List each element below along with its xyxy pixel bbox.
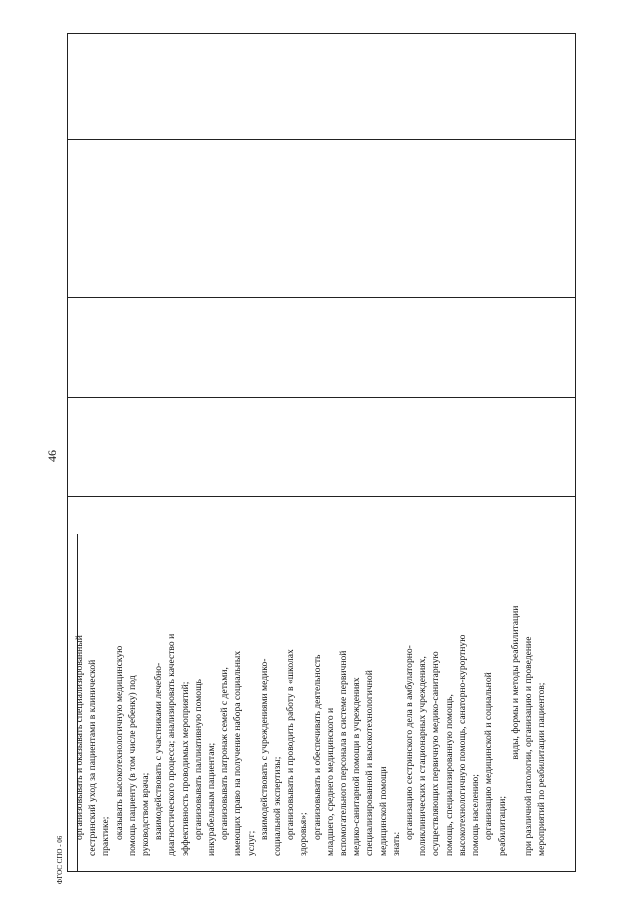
text-line: оказывать высокотехнологичную медицинскую bbox=[113, 645, 125, 840]
text-line: помощь пациенту (в том числе ребенку) под bbox=[126, 675, 138, 856]
text-line: практике; bbox=[100, 816, 112, 856]
text-line: здоровья»; bbox=[298, 812, 310, 856]
text-line: организацию медицинской и социальной bbox=[483, 672, 495, 840]
text-line: организовывать и обеспечивать деятельность bbox=[311, 654, 323, 840]
row-divider bbox=[68, 397, 575, 398]
text-line: услуг; bbox=[245, 830, 257, 856]
text-line: вспомогательного персонала в системе первичной bbox=[338, 650, 350, 856]
row-divider bbox=[68, 496, 575, 497]
text-line: виды, формы и методы реабилитации bbox=[509, 605, 521, 760]
text-line: диагностического процесса; анализировать качество и bbox=[166, 633, 178, 856]
text-line: организовывать паллиативную помощь bbox=[192, 679, 204, 840]
text-line: организовывать и оказывать специализированный bbox=[74, 635, 85, 840]
text-line: взаимодействовать с участниками лечебно- bbox=[153, 662, 165, 840]
row-divider bbox=[68, 297, 575, 298]
text-line: медицинской помощи bbox=[377, 766, 389, 856]
text-line: знать: bbox=[390, 831, 402, 856]
text-line: сестринский уход за пациентами в клинической bbox=[87, 659, 99, 856]
text-line: младшего, среднего медицинского и bbox=[324, 707, 336, 856]
content-lines bbox=[73, 509, 548, 856]
text-line: помощь, специализированную помощь, bbox=[443, 694, 455, 856]
text-line: взаимодействовать с учреждениями медико- bbox=[258, 658, 270, 840]
text-line: социальной экспертизы; bbox=[272, 756, 284, 856]
text-line: реабилитации; bbox=[496, 795, 508, 856]
text-line: организацию сестринского дела в амбулаторно- bbox=[404, 645, 416, 840]
text-line: руководством врача; bbox=[140, 772, 152, 856]
text-line: эффективность проводимых мероприятий; bbox=[179, 681, 191, 856]
form-code: ФГОС СПО - 06 bbox=[56, 835, 64, 885]
text-line: имеющих право на получение набора социальных bbox=[232, 650, 244, 856]
text-line: инкурабельным пациентам; bbox=[206, 742, 218, 856]
row-divider bbox=[68, 139, 575, 140]
competency-text-cell bbox=[72, 505, 578, 860]
text-line: специализированной и высокотехнологичной bbox=[364, 670, 376, 856]
text-line: организовывать и проводить работу в «школах bbox=[285, 649, 297, 840]
page-number: 46 bbox=[45, 450, 59, 462]
text-line: поликлинических и стационарных учреждениях, bbox=[417, 656, 429, 856]
text-line: высокотехнологичную помощь, санаторно-курортную bbox=[456, 634, 468, 856]
text-line: при различной патологии, организацию и проведение bbox=[522, 636, 534, 856]
text-line: помощь населению; bbox=[470, 774, 482, 856]
text-line: медико-санитарной помощи в учреждениях bbox=[351, 677, 363, 856]
text-line: осуществляющих первичную медико-санитарную bbox=[430, 651, 442, 856]
text-line: мероприятий по реабилитации пациентов; bbox=[536, 682, 548, 856]
text-line: организовывать патронаж семей с детьми, bbox=[219, 667, 231, 840]
